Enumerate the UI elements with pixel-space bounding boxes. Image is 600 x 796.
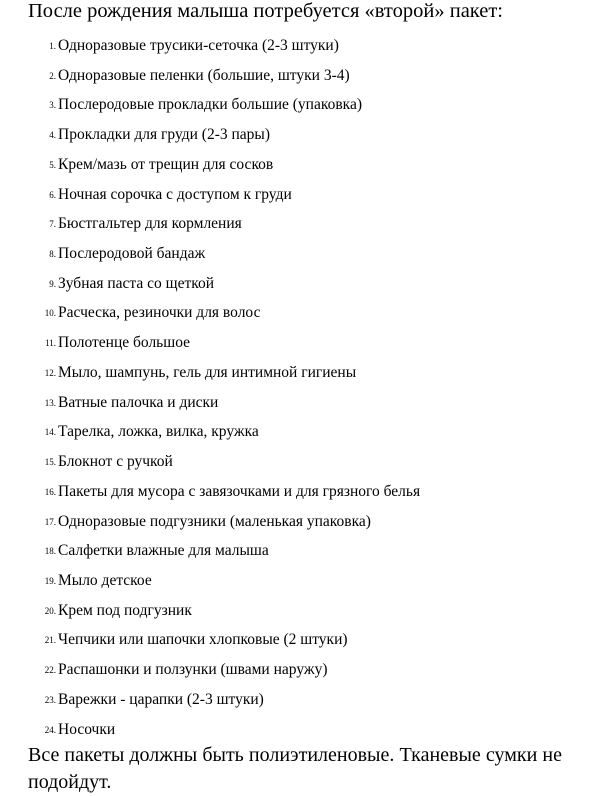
item-number: 18.	[44, 546, 56, 557]
item-number: 7.	[49, 219, 56, 230]
item-number: 5.	[49, 159, 56, 170]
item-number: 10.	[44, 308, 56, 319]
list-item	[0, 61, 600, 91]
checklist	[0, 31, 600, 744]
item-number: 14.	[44, 427, 56, 438]
list-item	[0, 596, 600, 626]
list-item	[0, 239, 600, 269]
item-number: 19.	[44, 575, 56, 586]
item-text: Крем/мазь от трещин для сосков	[58, 155, 274, 173]
item-text: Одноразовые подгузники (маленькая упаковка)	[58, 512, 371, 530]
item-text: Мыло, шампунь, гель для интимной гигиены	[58, 363, 357, 381]
list-item	[0, 685, 600, 715]
item-text: Прокладки для груди (2-3 пары)	[58, 126, 270, 144]
item-number: 23.	[44, 694, 56, 705]
item-number: 15.	[44, 457, 56, 468]
list-item	[0, 566, 600, 596]
item-text: Распашонки и ползунки (швами наружу)	[58, 661, 328, 679]
item-text: Зубная паста со щеткой	[58, 274, 215, 292]
item-number: 24.	[44, 724, 56, 735]
item-text: Послеродовой бандаж	[58, 245, 206, 263]
item-number: 17.	[44, 516, 56, 527]
list-item	[0, 90, 600, 120]
item-text: Салфетки влажные для малыша	[58, 542, 269, 560]
list-item	[0, 388, 600, 418]
item-number: 12.	[44, 367, 56, 378]
item-text: Послеродовые прокладки большие (упаковка)	[58, 96, 362, 114]
item-number: 16.	[44, 486, 56, 497]
list-item	[0, 120, 600, 150]
item-text: Расческа, резиночки для волос	[58, 304, 261, 322]
list-item	[0, 328, 600, 358]
item-number: 11.	[45, 338, 56, 349]
list-item	[0, 150, 600, 180]
list-item	[0, 298, 600, 328]
item-number: 21.	[44, 635, 56, 646]
item-text: Полотенце большое	[58, 334, 191, 352]
item-text: Ватные палочка и диски	[58, 393, 219, 411]
item-text: Варежки - царапки (2-3 штуки)	[58, 690, 264, 708]
list-item	[0, 269, 600, 299]
list-item	[0, 655, 600, 685]
item-number: 13.	[44, 397, 56, 408]
item-text: Мыло детское	[58, 571, 152, 589]
item-number: 9.	[49, 278, 56, 289]
list-item	[0, 715, 600, 745]
list-item	[0, 358, 600, 388]
item-text: Тарелка, ложка, вилка, кружка	[58, 423, 259, 441]
list-item	[0, 31, 600, 61]
list-item	[0, 180, 600, 210]
item-number: 6.	[49, 189, 56, 200]
item-number: 8.	[49, 249, 56, 260]
item-number: 2.	[49, 70, 56, 81]
item-number: 3.	[49, 100, 56, 111]
item-text: Крем под подгузник	[58, 601, 192, 619]
list-item	[0, 536, 600, 566]
item-text: Блокнот с ручкой	[58, 453, 173, 471]
list-item	[0, 507, 600, 537]
list-item	[0, 477, 600, 507]
item-text: Одноразовые трусики-сеточка (2-3 штуки)	[58, 37, 339, 54]
list-item	[0, 209, 600, 239]
item-number: 20.	[44, 605, 56, 616]
page-heading: После рождения малыша потребуется «второй» пакет:	[28, 0, 503, 22]
list-item	[0, 625, 600, 655]
item-number: 4.	[49, 130, 56, 141]
list-item	[0, 447, 600, 477]
item-text: Бюстгальтер для кормления	[58, 215, 242, 233]
item-text: Одноразовые пеленки (большие, штуки 3-4)	[58, 66, 350, 84]
list-item	[0, 417, 600, 447]
item-text: Ночная сорочка с доступом к груди	[58, 185, 292, 203]
item-text: Чепчики или шапочки хлопковые (2 штуки)	[58, 631, 348, 649]
item-text: Носочки	[58, 720, 116, 738]
item-text: Пакеты для мусора с завязочками и для грязного белья	[58, 482, 421, 500]
item-number: 22.	[44, 665, 56, 676]
footer-note: Все пакеты должны быть полиэтиленовые. Тканевые сумки не подойдут.	[28, 744, 562, 793]
item-number: 1.	[49, 41, 56, 51]
